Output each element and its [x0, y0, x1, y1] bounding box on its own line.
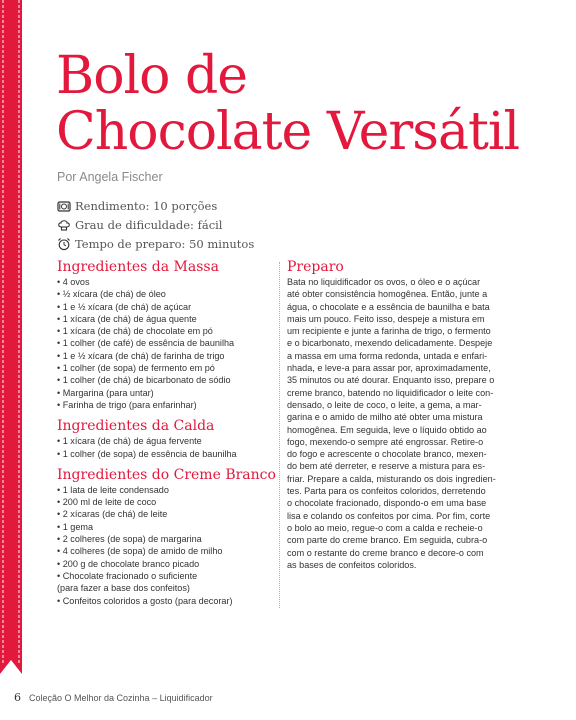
red-ribbon-bookmark [0, 0, 22, 674]
list-item: • 1 e ½ xícara (de chá) de farinha de trigo [57, 350, 225, 361]
list-item: • 200 g de chocolate branco picado [57, 558, 200, 569]
list-item: • 4 colheres (de sopa) de amido de milho [57, 546, 223, 557]
list-item: • 1 xícara (de chá) de água fervente [57, 436, 202, 447]
text-line: as bases de confeitos coloridos. [287, 559, 417, 570]
heading-preparo: Preparo [287, 259, 344, 275]
text-line: o bolo ao meio, regue-o com a calda e recheie-o [287, 522, 483, 533]
text-line: densado, o leite de coco, o leite, a gema, a mar- [287, 399, 482, 410]
list-item: • ½ xícara (de chá) de óleo [57, 289, 166, 300]
meta-difficulty [57, 215, 254, 234]
text-line: com o restante do creme branco e decore-o com [287, 547, 484, 558]
list-item: • 1 colher (de sopa) de essência de baunilha [57, 448, 237, 459]
text-line: o chocolate fracionado, dispondo-o em uma base [287, 498, 487, 509]
ingredients-column [57, 258, 276, 613]
text-line: homogênea. Em seguida, leve o líquido obtido ao [287, 424, 487, 435]
text-line: e o bicarbonato, mexendo delicadamente. Despeje [287, 338, 493, 349]
list-item: • 2 colheres (de sopa) de margarina [57, 534, 202, 545]
meta-yield [57, 196, 254, 215]
heading-massa: Ingredientes da Massa [57, 259, 219, 275]
text-line: do bem até derreter, e reserve a mistura para es- [287, 461, 486, 472]
preparation-text [287, 276, 517, 571]
list-item: • 1 xícara (de chá) de chocolate em pó [57, 326, 213, 337]
title-line-1: Bolo de [56, 46, 248, 106]
list-calda [57, 435, 272, 460]
cutlery-icon [57, 199, 71, 213]
text-line: a massa em uma forma redonda, untada e enfari- [287, 350, 488, 361]
text-line: Bata no liquidificador os ovos, o óleo e o açúcar [287, 277, 481, 287]
list-item: • Margarina (para untar) [57, 387, 154, 398]
list-item: • Farinha de trigo (para enfarinhar) [57, 399, 197, 410]
list-item: • 200 ml de leite de coco [57, 497, 157, 508]
list-creme [57, 484, 272, 607]
page-title [56, 48, 519, 160]
title-line-2: Chocolate Versátil [56, 102, 520, 162]
list-item: • Confeitos coloridos a gosto (para decorar) [57, 595, 233, 606]
text-line: creme branco, batendo no liquidificador o leite con- [287, 387, 494, 398]
alarm-clock-icon [57, 237, 71, 251]
column-divider [279, 262, 280, 608]
text-line: lisa e colando os confeitos por cima. Por fim, corte [287, 510, 491, 521]
text-line: até obter consistência homogênea. Então, junte a [287, 289, 488, 300]
preparation-column [287, 258, 517, 571]
chef-hat-icon [57, 218, 71, 232]
text-line: tes. Parta para os confeitos coloridos, derretendo [287, 486, 486, 497]
meta-time-text: Tempo de preparo: 50 minutos [75, 236, 255, 251]
text-line: 35 minutos ou até dourar. Enquanto isso, prepare o [287, 375, 495, 386]
list-item: • 1 lata de leite condensado [57, 484, 169, 495]
list-item: • 1 colher (de café) de essência de baunilha [57, 338, 235, 349]
list-item: • 1 e ½ xícara (de chá) de açúcar [57, 301, 192, 312]
text-line: do fogo e acrescente o chocolate branco, mexen- [287, 449, 487, 460]
list-item: • 1 gema [57, 521, 94, 532]
meta-yield-text: Rendimento: 10 porções [75, 198, 218, 213]
list-massa [57, 276, 272, 411]
list-item: • 1 xícara (de chá) de água quente [57, 313, 197, 324]
heading-calda: Ingredientes da Calda [57, 418, 215, 435]
author-byline: Por Angela Fischer [57, 170, 163, 184]
meta-time [57, 234, 254, 253]
list-item: • 1 colher (de chá) de bicarbonato de sódio [57, 375, 231, 386]
text-line: água, o chocolate e a essência de baunilha e bata [287, 301, 490, 312]
recipe-meta [57, 196, 254, 253]
list-item: • 1 colher (de sopa) de fermento em pó [57, 363, 215, 374]
text-line: nhada, e leve-a para assar por, aproximadamente, [287, 363, 491, 374]
heading-creme: Ingredientes do Creme Branco [57, 466, 276, 483]
text-line: fogo, mexendo-o sempre até engrossar. Retire-o [287, 436, 484, 447]
footer-collection-title: Coleção O Melhor da Cozinha – Liquidificador [29, 693, 213, 703]
text-line: friar. Prepare a calda, misturando os dois ingredien- [287, 473, 496, 484]
text-line: mais um pouco. Feito isso, despeje a mistura em [287, 313, 485, 324]
page-footer [14, 691, 213, 704]
list-item: (para fazer a base dos confeitos) [57, 583, 190, 594]
list-item: • 4 ovos [57, 277, 90, 287]
list-item: • 2 xícaras (de chá) de leite [57, 509, 168, 520]
page-number: 6 [14, 691, 21, 704]
text-line: garina e o amido de milho até obter uma mistura [287, 412, 483, 423]
text-line: com parte do creme branco. Em seguida, cubra-o [287, 535, 488, 546]
meta-difficulty-text: Grau de dificuldade: fácil [75, 217, 223, 232]
text-line: um recipiente e junte a farinha de trigo, o fermento [287, 326, 491, 337]
list-item: • Chocolate fracionado o suficiente [57, 570, 198, 581]
